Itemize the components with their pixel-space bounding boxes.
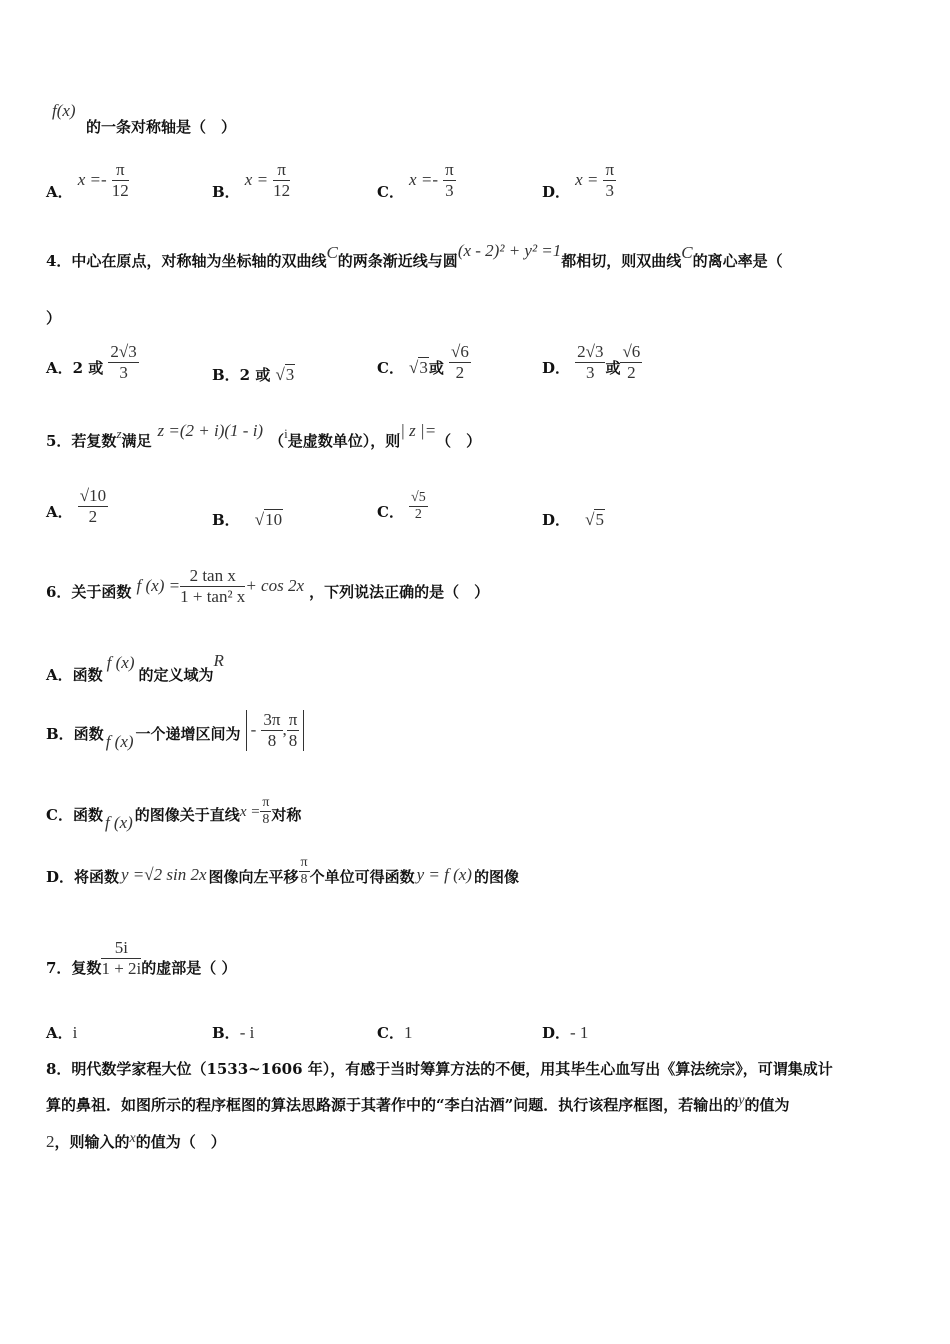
q3-stem: 的一条对称轴是（ ） [86, 118, 237, 136]
q3-fx: f(x) [52, 101, 76, 120]
q4-option-b[interactable]: B．2 或 √3 [212, 365, 295, 384]
q4-close: ） [46, 309, 62, 327]
q7-option-d[interactable]: D．- 1 [542, 1023, 589, 1042]
q5-option-d[interactable]: D． √5 [542, 510, 604, 529]
q6-option-c[interactable]: C．函数 f (x) 的图像关于直线x = $\frac{\pi}{8}$ 对称 [46, 795, 302, 832]
q7-option-b[interactable]: B．- i [212, 1023, 255, 1042]
q5-stem: 5．若复数$^z$满足z =(2 + i)(1 - i)（$^i$是虚数单位），则| z |=（ ） [46, 421, 482, 450]
q4-option-d[interactable]: D． $\frac{2√3}{3}$ 或 $\frac{√6}{2}$ [542, 342, 641, 382]
q7-option-c[interactable]: C．1 [377, 1023, 413, 1042]
q3-option-d[interactable]: D． x = $\frac{\pi}{3}$ [542, 160, 615, 201]
q6-stem: 6．关于函数 f (x) = $\frac{\text{2 tan x}}{\text{1 + tan² x}}$ + cos 2x ，下列说法正确的是（ ） [46, 566, 490, 606]
q3-option-c[interactable]: C． x =- $\frac{\pi}{3}$ [377, 160, 454, 201]
q5-option-a[interactable]: A． $\frac{√10}{2}$ [46, 486, 107, 526]
q4-option-c[interactable]: C． √3或 $\frac{√6}{2}$ [377, 342, 469, 382]
q8-line1: 8．明代数学家程大位（1533~1606 年），有感于当时筹算方法的不便，用其毕生心血写出《算法统宗》，可谓集成计 [46, 1060, 833, 1078]
q8-line2: 算的鼻祖．如图所示的程序框图的算法思路源于其著作中的“李白沽酒”问题．执行该程序框图，若输出的y的值为 [46, 1093, 790, 1114]
q5-option-c[interactable]: C． $\frac{√5}{2}$ [377, 490, 426, 522]
q4-option-a[interactable]: A．2 或 $\frac{2√3}{3}$ [46, 342, 137, 382]
q3-option-b[interactable]: B． x = $\frac{\pi}{12}$ [212, 160, 291, 201]
q3-option-a[interactable]: A． x =- $\frac{\pi}{12}$ [46, 160, 129, 201]
q4-stem: 4．中心在原点，对称轴为坐标轴的双曲线C的两条渐近线与圆(x - 2)² + y² =1都相切，则双曲线C的离心率是（ [46, 241, 783, 270]
q7-option-a[interactable]: A．i [46, 1023, 78, 1042]
q6-option-b[interactable]: B．函数 f (x) 一个递增区间为 - $\frac{3\pi}{8}$ , $\frac{\pi}{8}$ [46, 710, 304, 751]
q6-option-a[interactable]: A．函数f (x)的定义域为R [46, 651, 224, 684]
q7-stem: 7．复数 $\frac{5i}{1 + 2i}$ 的虚部是（ ） [46, 938, 237, 978]
q5-option-b[interactable]: B． √10 [212, 510, 283, 529]
q8-line3: 2，则输入的x的值为（ ） [46, 1131, 226, 1151]
q6-option-d[interactable]: D．将函数 y =√2 sin 2x 图像向左平移 $\frac{\pi}{8}$ 个单位可得函数 y = f (x) 的图像 [46, 855, 519, 887]
